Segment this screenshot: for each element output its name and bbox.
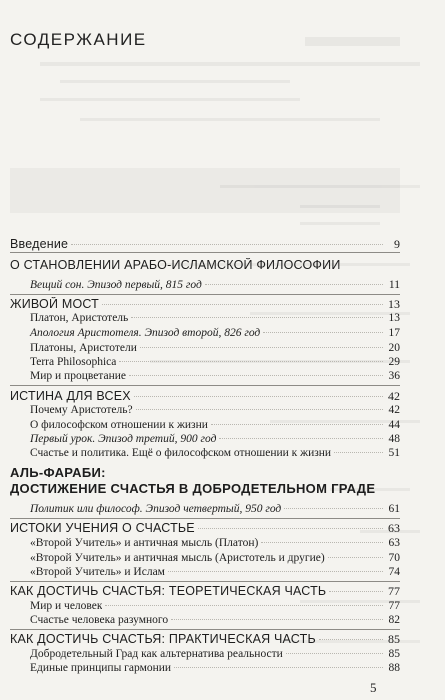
toc-entry[interactable]: [10, 446, 400, 460]
divider: [10, 294, 400, 295]
entry-page: 61: [388, 503, 400, 515]
entry-page: 77: [388, 584, 400, 598]
entry-page: 13: [388, 312, 400, 324]
toc-section-heading[interactable]: [10, 297, 400, 311]
toc-section-heading[interactable]: [10, 632, 400, 646]
toc-entry[interactable]: [10, 661, 400, 675]
toc-entry[interactable]: [10, 311, 400, 325]
dot-leader: [129, 375, 383, 376]
dot-leader: [328, 557, 383, 558]
entry-page: 88: [388, 662, 400, 674]
entry-page: 17: [388, 327, 400, 339]
entry-title: Апология Аристотеля. Эпизод второй, 826 год: [30, 327, 261, 339]
entry-page: 36: [388, 370, 400, 382]
dot-leader: [102, 304, 383, 305]
entry-title: Счастье и политика. Ещё о философском отношении к жизни: [30, 447, 332, 459]
toc-section-heading[interactable]: [10, 521, 400, 535]
section-title: КАК ДОСТИЧЬ СЧАСТЬЯ: ПРАКТИЧЕСКАЯ ЧАСТЬ: [10, 632, 316, 646]
entry-page: 44: [388, 419, 400, 431]
dot-leader: [174, 667, 383, 668]
part-heading-line-2: ДОСТИЖЕНИЕ СЧАСТЬЯ В ДОБРОДЕТЕЛЬНОМ ГРАДЕ: [10, 481, 376, 496]
entry-title: Единые принципы гармонии: [30, 662, 172, 674]
entry-page: 42: [388, 389, 400, 403]
dot-leader: [205, 284, 383, 285]
entry-title: О философском отношении к жизни: [30, 419, 208, 431]
dot-leader: [261, 542, 383, 543]
toc-entry[interactable]: [10, 369, 400, 383]
toc-entry[interactable]: [10, 502, 400, 516]
entry-page: 85: [388, 632, 400, 646]
toc-entry[interactable]: [10, 341, 400, 355]
toc-entry[interactable]: [10, 551, 400, 565]
entry-page: 85: [388, 648, 400, 660]
section-title: ИСТОКИ УЧЕНИЯ О СЧАСТЬЕ: [10, 521, 195, 535]
dot-leader: [119, 361, 383, 362]
entry-page: 48: [388, 433, 400, 445]
entry-title: Вещий сон. Эпизод первый, 815 год: [30, 279, 202, 291]
entry-page: 74: [388, 566, 400, 578]
toc-entry-introduction[interactable]: [10, 237, 400, 251]
part-heading-line-1: АЛЬ-ФАРАБИ:: [10, 465, 106, 480]
toc-entry[interactable]: [10, 565, 400, 579]
dot-leader: [198, 528, 383, 529]
dot-leader: [171, 619, 383, 620]
toc-entry[interactable]: [10, 403, 400, 417]
toc-entry[interactable]: [10, 599, 400, 613]
divider: [10, 385, 400, 386]
toc-entry[interactable]: [10, 647, 400, 661]
entry-title: «Второй Учитель» и античная мысль (Аристотель и другие): [30, 552, 325, 564]
dot-leader: [334, 452, 383, 453]
toc-entry[interactable]: [10, 613, 400, 627]
entry-page: 51: [388, 447, 400, 459]
entry-page: 20: [388, 342, 400, 354]
dot-leader: [329, 591, 383, 592]
faded-band: [10, 168, 400, 213]
dot-leader: [211, 424, 383, 425]
toc-section-heading[interactable]: [10, 584, 400, 598]
entry-page: 9: [394, 237, 400, 251]
toc-entry[interactable]: [10, 278, 400, 292]
divider: [10, 252, 400, 253]
section-title: О СТАНОВЛЕНИИ АРАБО-ИСЛАМСКОЙ ФИЛОСОФИИ: [10, 258, 341, 272]
entry-title: Добродетельный Град как альтернатива реальности: [30, 648, 283, 660]
dot-leader: [168, 571, 383, 572]
entry-title: Введение: [10, 237, 69, 251]
entry-title: Почему Аристотель?: [30, 404, 133, 416]
entry-title: Первый урок. Эпизод третий, 900 год: [30, 433, 217, 445]
divider: [10, 518, 400, 519]
entry-page: 13: [388, 297, 400, 311]
dot-leader: [134, 396, 383, 397]
page-number: 5: [370, 680, 377, 695]
dot-leader: [263, 332, 383, 333]
entry-page: 11: [388, 279, 400, 291]
section-title: ЖИВОЙ МОСТ: [10, 297, 100, 311]
section-title: КАК ДОСТИЧЬ СЧАСТЬЯ: ТЕОРЕТИЧЕСКАЯ ЧАСТЬ: [10, 584, 327, 598]
toc-entry[interactable]: [10, 355, 400, 369]
entry-page: 77: [388, 600, 400, 612]
part-heading[interactable]: [10, 465, 400, 497]
toc-section-heading[interactable]: [10, 389, 400, 403]
dot-leader: [284, 508, 383, 509]
entry-title: Мир и процветание: [30, 370, 126, 382]
dot-leader: [140, 347, 383, 348]
toc-entry[interactable]: [10, 418, 400, 432]
entry-title: Счастье человека разумного: [30, 614, 169, 626]
entry-page: 82: [388, 614, 400, 626]
section-title: ИСТИНА ДЛЯ ВСЕХ: [10, 389, 131, 403]
entry-title: Платоны, Аристотели: [30, 342, 137, 354]
entry-page: 70: [388, 552, 400, 564]
toc-entry[interactable]: [10, 432, 400, 446]
divider: [10, 629, 400, 630]
dot-leader: [131, 317, 383, 318]
entry-page: 42: [388, 404, 400, 416]
entry-title: Политик или философ. Эпизод четвертый, 950 год: [30, 503, 282, 515]
toc-entry[interactable]: [10, 326, 400, 340]
entry-page: 63: [388, 537, 400, 549]
entry-title: «Второй Учитель» и Ислам: [30, 566, 165, 578]
entry-title: Мир и человек: [30, 600, 103, 612]
dot-leader: [219, 438, 383, 439]
entry-page: 63: [388, 521, 400, 535]
toc-entry[interactable]: [10, 536, 400, 550]
dot-leader: [136, 409, 383, 410]
entry-title: Платон, Аристотель: [30, 312, 129, 324]
divider: [10, 581, 400, 582]
dot-leader: [71, 244, 383, 245]
page-title: СОДЕРЖАНИЕ: [10, 30, 147, 49]
entry-page: 29: [388, 356, 400, 368]
dot-leader: [105, 605, 383, 606]
dot-leader: [286, 653, 383, 654]
toc-section-heading[interactable]: [10, 258, 400, 272]
entry-title: «Второй Учитель» и античная мысль (Платон): [30, 537, 259, 549]
entry-title: Terra Philosophica: [30, 356, 117, 368]
dot-leader: [319, 639, 383, 640]
